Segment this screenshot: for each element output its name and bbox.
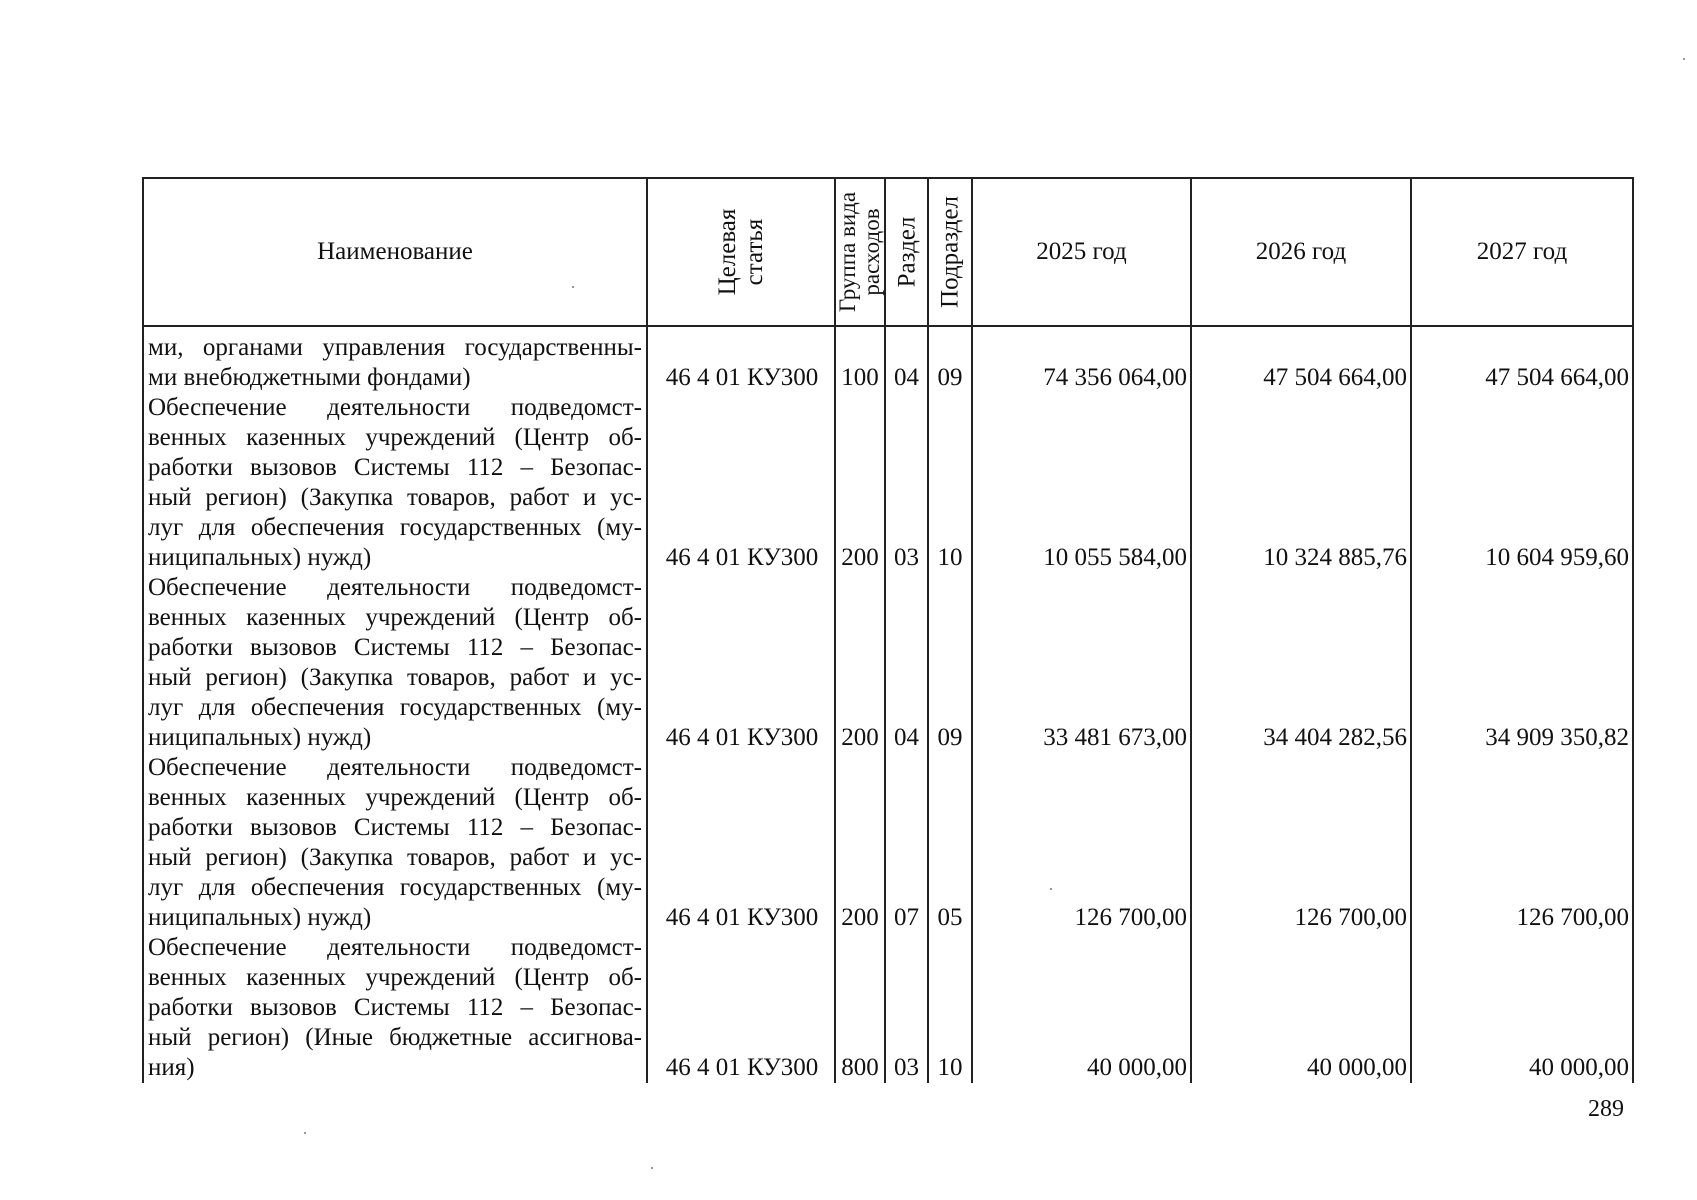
row-name bbox=[143, 393, 647, 573]
table-row bbox=[143, 393, 1633, 573]
row-section: 07 bbox=[885, 753, 928, 933]
budget-table bbox=[142, 177, 1634, 1083]
header-name: Наименование bbox=[143, 178, 647, 326]
row-name-line: венных казенных учреждений (Центр об- bbox=[148, 604, 642, 631]
header-subsection-label: Подраздел bbox=[936, 196, 964, 308]
row-name-line: луг для обеспечения государственных (му- bbox=[148, 694, 642, 721]
row-amount-2026: 34 404 282,56 bbox=[1191, 573, 1411, 753]
row-subsection: 10 bbox=[928, 933, 972, 1083]
row-name bbox=[143, 326, 647, 393]
row-target-article: 46 4 01 КУ300 bbox=[647, 753, 835, 933]
row-amount-2025: 126 700,00 bbox=[972, 753, 1191, 933]
header-subsection bbox=[928, 178, 972, 326]
table-header-row bbox=[143, 178, 1633, 326]
row-target-article: 46 4 01 КУ300 bbox=[647, 393, 835, 573]
row-amount-2025: 10 055 584,00 bbox=[972, 393, 1191, 573]
row-section: 04 bbox=[885, 573, 928, 753]
row-amount-2027: 40 000,00 bbox=[1411, 933, 1633, 1083]
row-name bbox=[143, 753, 647, 933]
table-row bbox=[143, 326, 1633, 393]
row-expense-group: 200 bbox=[835, 573, 885, 753]
row-name-line: ниципальных) нужд) bbox=[148, 544, 372, 571]
row-name bbox=[143, 933, 647, 1083]
header-target-article bbox=[647, 178, 835, 326]
scan-speck bbox=[1050, 888, 1052, 890]
row-expense-group: 100 bbox=[835, 326, 885, 393]
row-name-line: венных казенных учреждений (Центр об- bbox=[148, 964, 642, 991]
row-name-line: ный регион) (Закупка товаров, работ и ус- bbox=[148, 484, 642, 511]
row-name-line: луг для обеспечения государственных (му- bbox=[148, 874, 642, 901]
row-name-line: ный регион) (Закупка товаров, работ и ус- bbox=[148, 844, 642, 871]
scan-speck bbox=[1683, 58, 1685, 60]
row-amount-2025: 33 481 673,00 bbox=[972, 573, 1191, 753]
row-name-line: ниципальных) нужд) bbox=[148, 724, 372, 751]
header-year-2025: 2025 год bbox=[972, 178, 1191, 326]
header-section bbox=[885, 178, 928, 326]
row-name-line: ми, органами управления государственны- bbox=[148, 334, 642, 361]
row-name-line: работки вызовов Системы 112 – Безопас- bbox=[148, 634, 642, 661]
row-name-line: Обеспечение деятельности подведомст- bbox=[148, 754, 642, 781]
row-name-line: ный регион) (Иные бюджетные ассигнова- bbox=[148, 1024, 642, 1051]
row-section: 04 bbox=[885, 326, 928, 393]
row-name-line: венных казенных учреждений (Центр об- bbox=[148, 784, 642, 811]
header-year-2026: 2026 год bbox=[1191, 178, 1411, 326]
row-expense-group: 200 bbox=[835, 393, 885, 573]
row-amount-2026: 47 504 664,00 bbox=[1191, 326, 1411, 393]
header-section-label: Раздел bbox=[893, 216, 920, 288]
row-target-article: 46 4 01 КУ300 bbox=[647, 573, 835, 753]
table-row bbox=[143, 933, 1633, 1083]
row-target-article: 46 4 01 КУ300 bbox=[647, 933, 835, 1083]
scan-speck bbox=[572, 286, 574, 288]
row-name-line: работки вызовов Системы 112 – Безопас- bbox=[148, 454, 642, 481]
row-name-line: Обеспечение деятельности подведомст- bbox=[148, 394, 642, 421]
row-amount-2026: 126 700,00 bbox=[1191, 753, 1411, 933]
row-expense-group: 200 bbox=[835, 753, 885, 933]
row-target-article: 46 4 01 КУ300 bbox=[647, 326, 835, 393]
row-name-line: ния) bbox=[148, 1054, 195, 1081]
row-name-line: Обеспечение деятельности подведомст- bbox=[148, 574, 642, 601]
row-name-line: луг для обеспечения государственных (му- bbox=[148, 514, 642, 541]
row-name-line: работки вызовов Системы 112 – Безопас- bbox=[148, 814, 642, 841]
row-name-line: Обеспечение деятельности подведомст- bbox=[148, 934, 642, 961]
row-subsection: 05 bbox=[928, 753, 972, 933]
row-amount-2026: 40 000,00 bbox=[1191, 933, 1411, 1083]
row-expense-group: 800 bbox=[835, 933, 885, 1083]
row-amount-2027: 126 700,00 bbox=[1411, 753, 1633, 933]
header-target-article-label: Целевая статья bbox=[714, 208, 768, 296]
row-name bbox=[143, 573, 647, 753]
scan-speck bbox=[651, 1167, 653, 1169]
row-name-line: ниципальных) нужд) bbox=[148, 904, 372, 931]
header-expense-group bbox=[835, 178, 885, 326]
row-name-line: работки вызовов Системы 112 – Безопас- bbox=[148, 994, 642, 1021]
row-amount-2027: 34 909 350,82 bbox=[1411, 573, 1633, 753]
row-amount-2025: 40 000,00 bbox=[972, 933, 1191, 1083]
row-name-line: венных казенных учреждений (Центр об- bbox=[148, 424, 642, 451]
row-name-line: ми внебюджетными фондами) bbox=[148, 364, 471, 391]
header-year-2027: 2027 год bbox=[1411, 178, 1633, 326]
row-section: 03 bbox=[885, 933, 928, 1083]
row-amount-2025: 74 356 064,00 bbox=[972, 326, 1191, 393]
row-subsection: 09 bbox=[928, 326, 972, 393]
row-amount-2026: 10 324 885,76 bbox=[1191, 393, 1411, 573]
table-row bbox=[143, 753, 1633, 933]
table-row bbox=[143, 573, 1633, 753]
scan-speck bbox=[304, 1132, 306, 1134]
header-expense-group-label: Группа вида расходов bbox=[835, 191, 884, 313]
row-section: 03 bbox=[885, 393, 928, 573]
row-amount-2027: 10 604 959,60 bbox=[1411, 393, 1633, 573]
row-subsection: 10 bbox=[928, 393, 972, 573]
row-subsection: 09 bbox=[928, 573, 972, 753]
row-amount-2027: 47 504 664,00 bbox=[1411, 326, 1633, 393]
page-number: 289 bbox=[1588, 1096, 1624, 1122]
row-name-line: ный регион) (Закупка товаров, работ и ус- bbox=[148, 664, 642, 691]
